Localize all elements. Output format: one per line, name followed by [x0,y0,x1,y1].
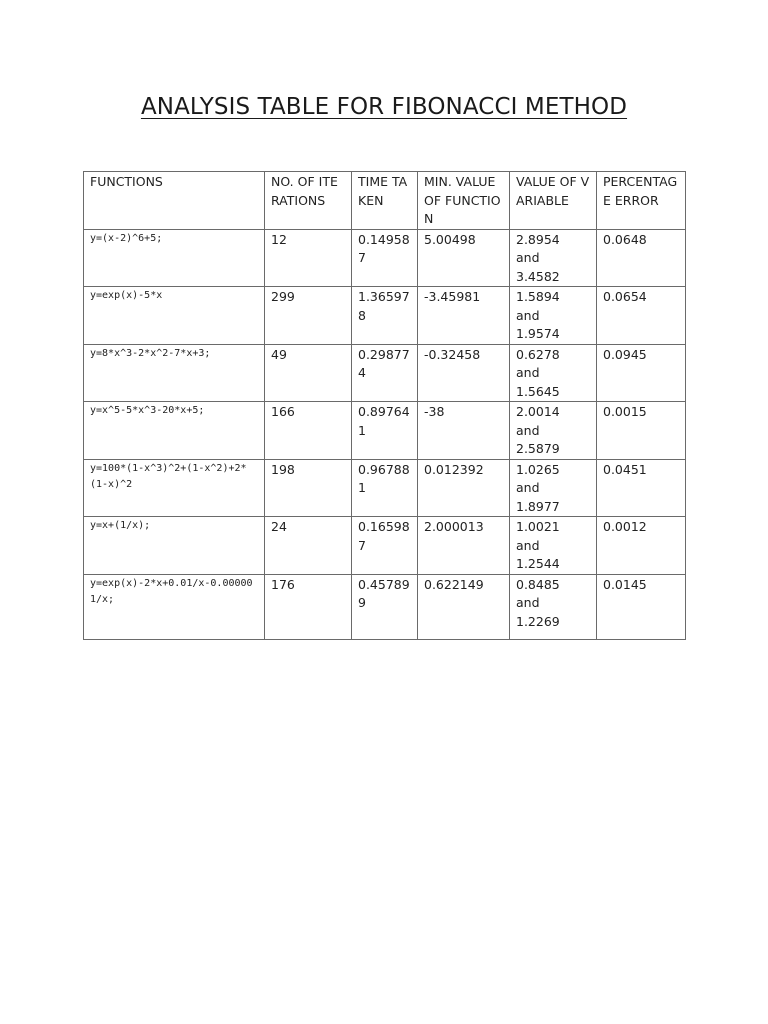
time-cell: 0.967881 [352,459,418,517]
min-value-cell: -3.45981 [418,287,510,345]
variable-upper: 1.8977 [516,498,560,514]
header-percentage-error: PERCENTAGE ERROR [597,172,686,230]
variable-and: and [516,365,540,380]
iterations-cell: 49 [265,344,352,402]
time-cell: 0.298774 [352,344,418,402]
variable-lower: 1.0265 [516,461,560,477]
table-row [84,574,686,639]
time-cell: 0.457899 [352,574,418,639]
iterations-cell: 166 [265,402,352,460]
variable-upper: 1.9574 [516,326,560,341]
iterations-cell: 176 [265,574,352,639]
header-time-taken: TIME TAKEN [352,172,418,230]
header-min-value: MIN. VALUE OF FUNCTION [418,172,510,230]
error-cell: 0.0145 [597,574,686,639]
min-value-cell: 0.012392 [418,459,510,517]
variable-upper: 1.2544 [516,556,560,571]
function-cell: y=x^5-5*x^3-20*x+5; [84,402,265,460]
header-variable-value: VALUE OF VARIABLE [510,172,597,230]
function-cell: y=8*x^3-2*x^2-7*x+3; [84,344,265,402]
variable-lower: 2.0014 [516,404,560,419]
variable-cell [510,459,597,517]
min-value-cell: -0.32458 [418,344,510,402]
variable-upper: 1.5645 [516,383,560,399]
error-cell: 0.0654 [597,287,686,345]
min-value-cell: 2.000013 [418,517,510,575]
min-value-cell: 5.00498 [418,229,510,287]
table-header-row [84,172,686,230]
time-cell: 0.149587 [352,229,418,287]
min-value-cell: -38 [418,402,510,460]
time-cell: 1.365978 [352,287,418,345]
error-cell: 0.0945 [597,344,686,402]
variable-cell [510,344,597,402]
error-cell: 0.0012 [597,517,686,575]
error-cell: 0.0015 [597,402,686,460]
variable-cell [510,402,597,460]
table-row [84,459,686,517]
iterations-cell: 12 [265,229,352,287]
function-cell: y=x+(1/x); [84,517,265,575]
min-value-cell: 0.622149 [418,574,510,639]
variable-and: and [516,595,540,610]
iterations-cell: 198 [265,459,352,517]
variable-and: and [516,250,540,265]
function-cell: y=exp(x)-5*x [84,287,265,345]
variable-upper: 3.4582 [516,268,560,284]
time-cell: 0.165987 [352,517,418,575]
variable-cell [510,287,597,345]
variable-and: and [516,537,540,553]
function-cell: y=exp(x)-2*x+0.01/x-0.000001/x; [84,574,265,639]
variable-lower: 2.8954 [516,231,560,247]
variable-and: and [516,307,540,323]
table-row [84,344,686,402]
table-row [84,517,686,575]
variable-cell [510,574,597,639]
iterations-cell: 299 [265,287,352,345]
function-cell: y=100*(1-x^3)^2+(1-x^2)+2*(1-x)^2 [84,459,265,517]
analysis-table [83,171,686,640]
header-functions: FUNCTIONS [84,172,265,230]
function-cell: y=(x-2)^6+5; [84,229,265,287]
variable-upper: 1.2269 [516,613,560,629]
variable-upper: 2.5879 [516,441,560,456]
variable-cell [510,517,597,575]
variable-lower: 0.8485 [516,576,560,592]
error-cell: 0.0451 [597,459,686,517]
table-row [84,229,686,287]
time-cell: 0.897641 [352,402,418,460]
variable-and: and [516,422,540,438]
table-row [84,287,686,345]
variable-cell [510,229,597,287]
variable-and: and [516,480,540,495]
table-row [84,402,686,460]
error-cell: 0.0648 [597,229,686,287]
variable-lower: 1.0021 [516,519,560,534]
iterations-cell: 24 [265,517,352,575]
page-title: ANALYSIS TABLE FOR FIBONACCI METHOD [140,94,628,120]
variable-lower: 1.5894 [516,289,560,304]
header-iterations: NO. OF ITERATIONS [265,172,352,230]
variable-lower: 0.6278 [516,346,560,362]
